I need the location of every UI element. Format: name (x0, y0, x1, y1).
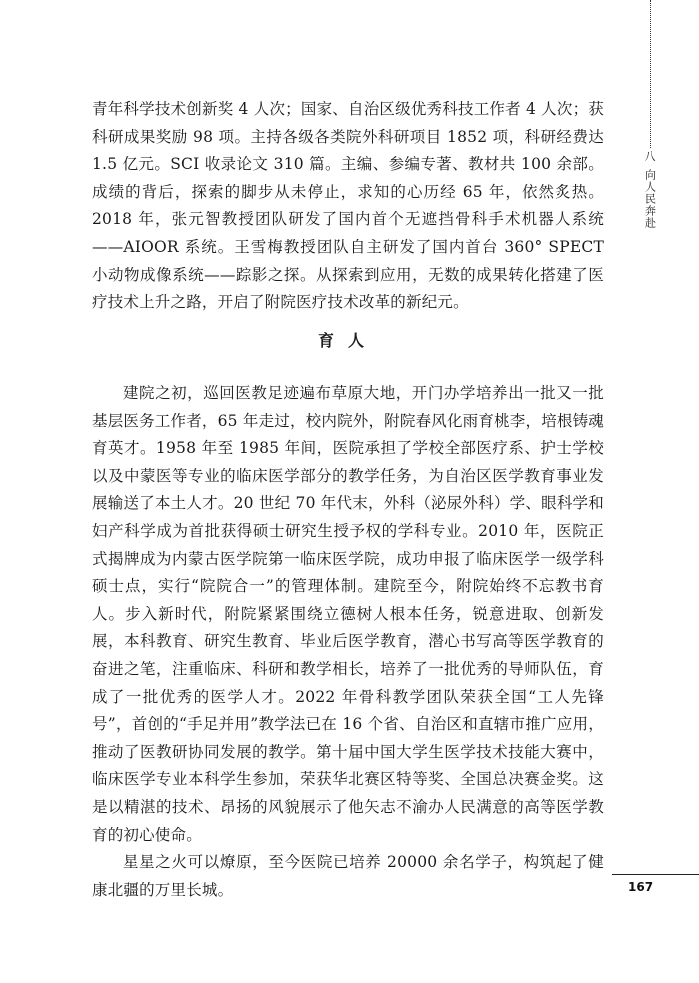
page-number: 167 (628, 880, 654, 894)
top-paragraph-block (92, 96, 604, 317)
margin-dotted-rule (650, 0, 651, 148)
page-number-rule (612, 874, 699, 903)
top-paragraph: 青年科学技术创新奖 4 人次；国家、自治区级优秀科技工作者 4 人次；获科研成果奖励 98 项。主持各级各类院外科研项目 1852 项，科研经费达 1.5 亿元。SCI 收录论文 310 篇。主编、参编专著、教材共 100 余部。成绩的背后，探索的脚步从未停止，求知的心历经 65 年，依然炙热。2018 年，张元智教授团队研发了国内首个无遮挡骨科手术机器人系统——AIOOR 系统。王雪梅教授团队自主研发了国内首台 360° SPECT 小动物成像系统——踪影之探。从探索到应用，无数的成果转化搭建了医疗技术上升之路，开启了附院医疗技术改革的新纪元。 (92, 100, 604, 312)
running-header (640, 150, 660, 229)
running-header-title: 向人民奔赴 (643, 169, 657, 229)
section-body (92, 380, 604, 904)
body-paragraph-2: 星星之火可以燎原，至今医院已培养 20000 余名学子，构筑起了健康北疆的万里长城。 (92, 853, 604, 899)
section-heading: 育人 (317, 331, 378, 350)
body-paragraph-1: 建院之初，巡回医教足迹遍布草原大地，开门办学培养出一批又一批基层医务工作者，65 年走过，校内院外，附院春风化雨育桃李，培根铸魂育英才。1958 年至 1985 年间，医院承担了学校全部医疗系、护士学校以及中蒙医等专业的临床医学部分的教学任务，为自治区医学教育事业发展输送了本土人才。20 世纪 70 年代末，外科（泌尿外科）学、眼科学和妇产科学成为首批获得硕士研究生授予权的学科专业。2010 年，医院正式揭牌成为内蒙古医学院第一临床医学院，成功申报了临床医学一级学科硕士点，实行“院院合一”的管理体制。建院至今，附院始终不忘教书育人。步入新时代，附院紧紧围绕立德树人根本任务，锐意进取、创新发展，本科教育、研究生教育、毕业后医学教育，潜心书写高等医学教育的奋进之笔，注重临床、科研和教学相长，培养了一批优秀的导师队伍，育成了一批优秀的医学人才。2022 年骨科教学团队荣获全国“工人先锋号”，首创的“手足并用”教学法已在 16 个省、自治区和直辖市推广应用，推动了医教研协同发展的教学。第十届中国大学生医学技术技能大赛中，临床医学专业本科学生参加，荣获华北赛区特等奖、全国总决赛金奖。这是以精湛的技术、昂扬的风貌展示了他矢志不渝办人民满意的高等医学教育的初心使命。 (92, 384, 604, 844)
running-header-chapter: 八 (644, 150, 656, 163)
